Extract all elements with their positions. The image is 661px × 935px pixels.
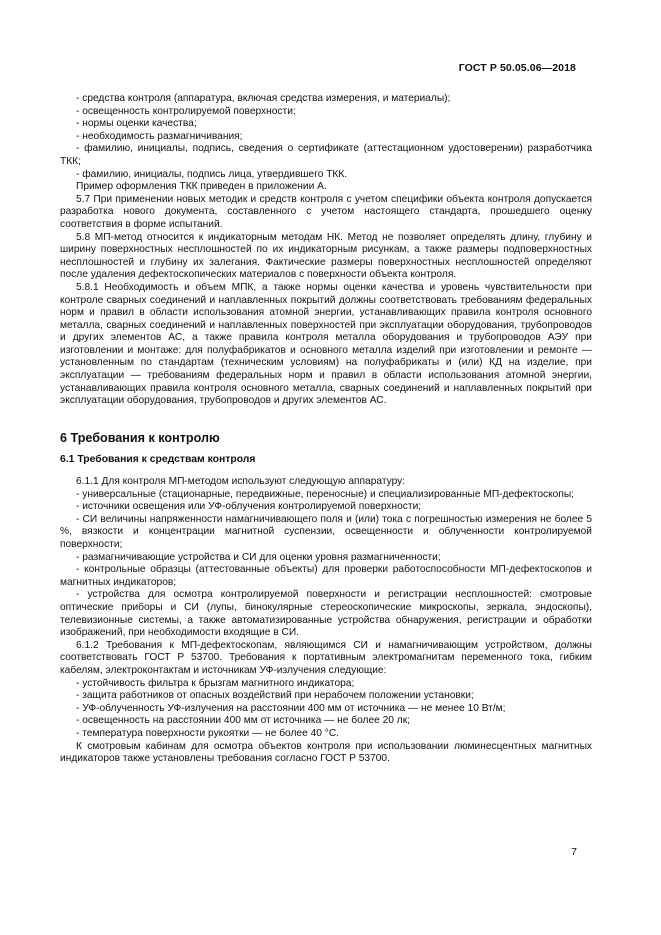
list-item: - средства контроля (аппаратура, включая средства измерения, и материалы); xyxy=(76,93,451,104)
list-item: - контрольные образцы (аттестованные объекты) для проверки работоспособности МП-дефектоскопов и магнитных индикаторов; xyxy=(60,564,592,588)
list-item: - необходимость размагничивания; xyxy=(76,130,243,142)
list-item: - защита работников от опасных воздействий при нерабочем положении установки; xyxy=(76,690,474,702)
list-item: - освещенность на расстоянии 400 мм от источника — не более 20 лк; xyxy=(76,715,411,727)
list-item: - устройства для осмотра контролируемой поверхности и регистрации несплошностей: смотровые оптические приборы и СИ (лупы, бинокулярные стереоскопические микроскопы, зеркала, эндоскопы), телевизионные системы, а также автоматизированные устройства обнаружения, регистрации и обработки изображений, при необходимости входящие в СИ. xyxy=(60,589,592,639)
list-item: - источники освещения или УФ-облучения контролируемой поверхности; xyxy=(76,501,422,513)
paragraph-5-8: 5.8 МП-метод относится к индикаторным методам НК. Метод не позволяет определять длину, глубину и ширину поверхностных несплошностей по их индикаторным рисункам, а также размеры подповерхностных несплошностей и глубину их залегания. Фактические размеры поверхностных несплошностей определяют после удаления дефектоскопических материалов с поверхности объекта контроля. xyxy=(60,231,592,281)
list-item: - устойчивость фильтра к брызгам магнитного индикатора; xyxy=(76,677,355,689)
list-item: - температура поверхности рукоятки — не более 40 °С. xyxy=(76,727,340,739)
page-number: 7 xyxy=(571,846,577,858)
section-6-heading: 6 Требования к контролю xyxy=(60,430,220,445)
paragraph: Пример оформления ТКК приведен в приложении А. xyxy=(76,181,327,193)
list-item: - фамилию, инициалы, подпись, сведения о сертификате (аттестационном удостоверении) разработчика ТКК; xyxy=(60,143,592,167)
list-item: - нормы оценки качества; xyxy=(76,118,197,130)
list-item: - УФ-облученность УФ-излучения на расстоянии 400 мм от источника — не менее 10 Вт/м; xyxy=(76,702,506,714)
list-item: - фамилию, инициалы, подпись лица, утвердившего ТКК. xyxy=(76,168,348,180)
list-item: - СИ величины напряженности намагничивающего поля и (или) тока с погрешностью измерения не более 5 %, вязкости и концентрации магнитной суспензии, освещенности и облученности контролируемой поверхности; xyxy=(60,513,592,550)
list-item: - освещенность контролируемой поверхности; xyxy=(76,105,296,117)
paragraph-6-1-1: 6.1.1 Для контроля МП-методом используют следующую аппаратуру: xyxy=(76,476,406,488)
paragraph-5-8-1: 5.8.1 Необходимость и объем МПК, а также нормы оценки качества и уровень чувствительности при контроле сварных соединений и наплавленных покрытий должны соответствовать требованиям федеральных норм и правил в области использования атомной энергии, устанавливающих правила контроля основного металла, сварных соединений и наплавленных поверхностей при эксплуатации оборудования, трубопроводов и других элементов АС, а также правила контроля металла оборудования и трубопроводов АЭУ при изготовлении и монтаже: для полуфабрикатов и основного металла изделий при изготовлении и ремонте — установленным по стандартам (техническим условиям) на полуфабрикаты и (или) КД на изделие, при эксплуатации — требованиям федеральных норм и правил в области использования атомной энергии, устанавливающих правила контроля основного металла, сварных соединений и наплавленных покрытий при эксплуатации оборудования, трубопроводов и других элементов АС. xyxy=(60,281,592,407)
document-body xyxy=(60,93,592,766)
list-item: - универсальные (стационарные, передвижные, переносные) и специализированные МП-дефектоскопы; xyxy=(76,488,575,500)
paragraph-6-1-2: 6.1.2 Требования к МП-дефектоскопам, являющимся СИ и намагничивающим устройством, должны соответствовать ГОСТ Р 53700. Требования к портативным электромагнитам переменного тока, гибким кабелям, электроконтактам и источникам УФ-излучения следующие: xyxy=(60,639,592,676)
list-item: - размагничивающие устройства и СИ для оценки уровня размагниченности; xyxy=(76,551,441,563)
subsection-6-1-heading: 6.1 Требования к средствам контроля xyxy=(60,454,256,466)
standard-header: ГОСТ Р 50.05.06—2018 xyxy=(458,62,576,74)
paragraph: К смотровым кабинам для осмотра объектов контроля при использовании люминесцентных магнитных индикаторов также установлены требования согласно ГОСТ Р 53700. xyxy=(60,740,592,765)
paragraph-5-7: 5.7 При применении новых методик и средств контроля с учетом специфики объекта контроля допускается разработка нового документа, составленного с учетом настоящего стандарта, прошедшего оценку соответствия в форме испытаний. xyxy=(60,193,592,230)
